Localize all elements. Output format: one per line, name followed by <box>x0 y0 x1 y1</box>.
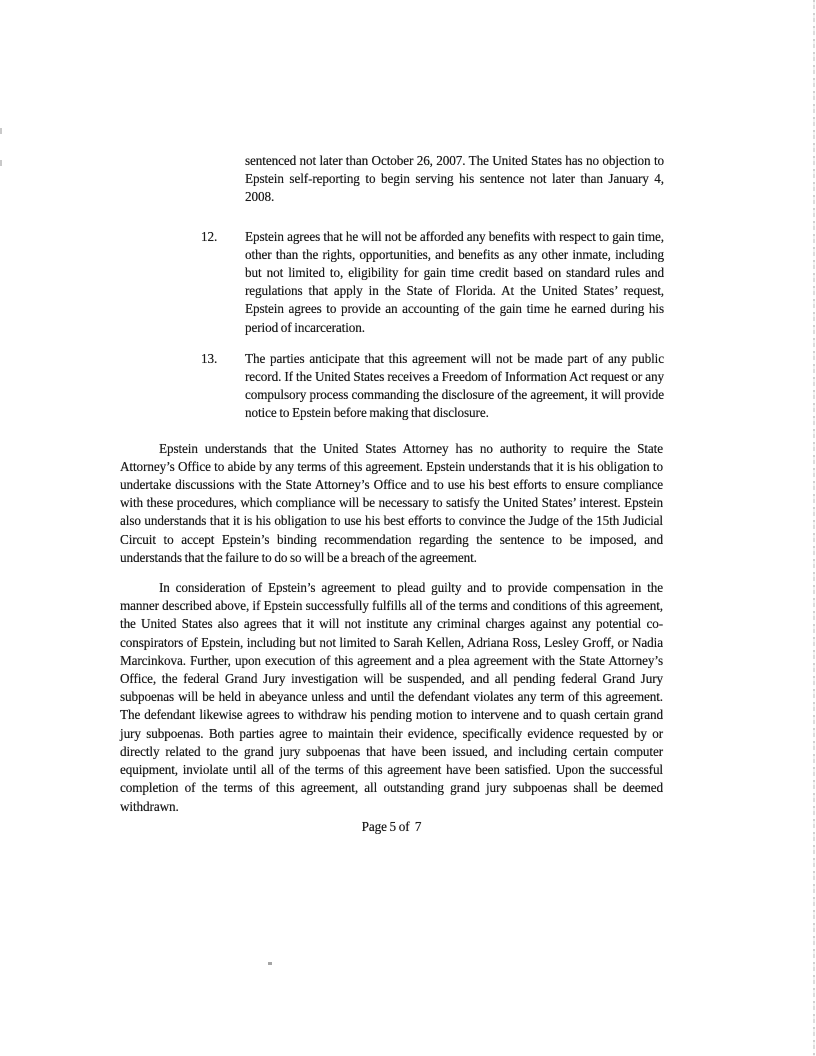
page-number-footer: Page 5 of 7 <box>361 818 422 834</box>
scan-tick-artifact <box>0 160 2 166</box>
scan-tick-artifact <box>0 128 2 134</box>
numbered-item-12 <box>201 228 664 337</box>
item-text-13: The parties anticipate that this agreement will not be made part of any public record. If the United States receives a Freedom of Information Act request or any compulsory process commanding the disclosure of the agreement, it will provide notice to Epstein before making that disclosure. <box>245 350 664 421</box>
body-paragraph-2: In consideration of Epstein’s agreement to plead guilty and to provide compensation in the manner described above, if Epstein successfully fulfills all of the terms and conditions of this agreement, the United States also agrees that it will not institute any criminal charges against any potential co-conspirators of Epstein, including but not limited to Sarah Kellen, Adriana Ross, Lesley Groff, or Nadia Marcinkova. Further, upon execution of this agreement and a plea agreement with the State Attorney’s Office, the federal Grand Jury investigation will be suspended, and all pending federal Grand Jury subpoenas will be held in abeyance unless and until the defendant violates any term of this agreement. The defendant likewise agrees to withdraw his pending motion to intervene and to quash certain grand jury subpoenas. Both parties agree to maintain their evidence, specifically evidence requested by or directly related to the grand jury subpoenas that have been issued, and including certain computer equipment, inviolate until all of the terms of this agreement have been satisfied. Upon the successful completion of the terms of this agreement, all outstanding grand jury subpoenas shall be deemed withdrawn. <box>120 580 663 814</box>
item-number-12: 12. <box>201 228 218 244</box>
document-body <box>0 152 816 836</box>
scan-edge-artifact <box>813 0 815 1056</box>
continuation-paragraph: sentenced not later than October 26, 2007. The United States has no objection to Epstein self-reporting to begin serving his sentence not later than January 4, 2008. <box>245 153 664 205</box>
body-paragraph-1: Epstein understands that the United States Attorney has no authority to require the State Attorney’s Office to abide by any terms of this agreement. Epstein understands that it is his obligation to undertake discussions with the State Attorney’s Office and to use his best efforts to ensure compliance with these procedures, which compliance will be necessary to satisfy the United States’ interest. Epstein also understands that it is his obligation to use his best efforts to convince the Judge of the 15th Judicial Circuit to accept Epstein’s binding recommendation regarding the sentence to be imposed, and understands that the failure to do so will be a breach of the agreement. <box>120 440 663 565</box>
item-text-12: Epstein agrees that he will not be afforded any benefits with respect to gain time, other than the rights, opportunities, and benefits as any other inmate, including but not limited to, eligibility for gain time credit based on standard rules and regulations that apply in the State of Florida. At the United States’ request, Epstein agrees to provide an accounting of the gain time he earned during his period of incarceration. <box>245 228 664 335</box>
item-number-13: 13. <box>201 350 218 366</box>
scan-dot-artifact <box>268 962 272 965</box>
numbered-item-13 <box>201 350 664 423</box>
